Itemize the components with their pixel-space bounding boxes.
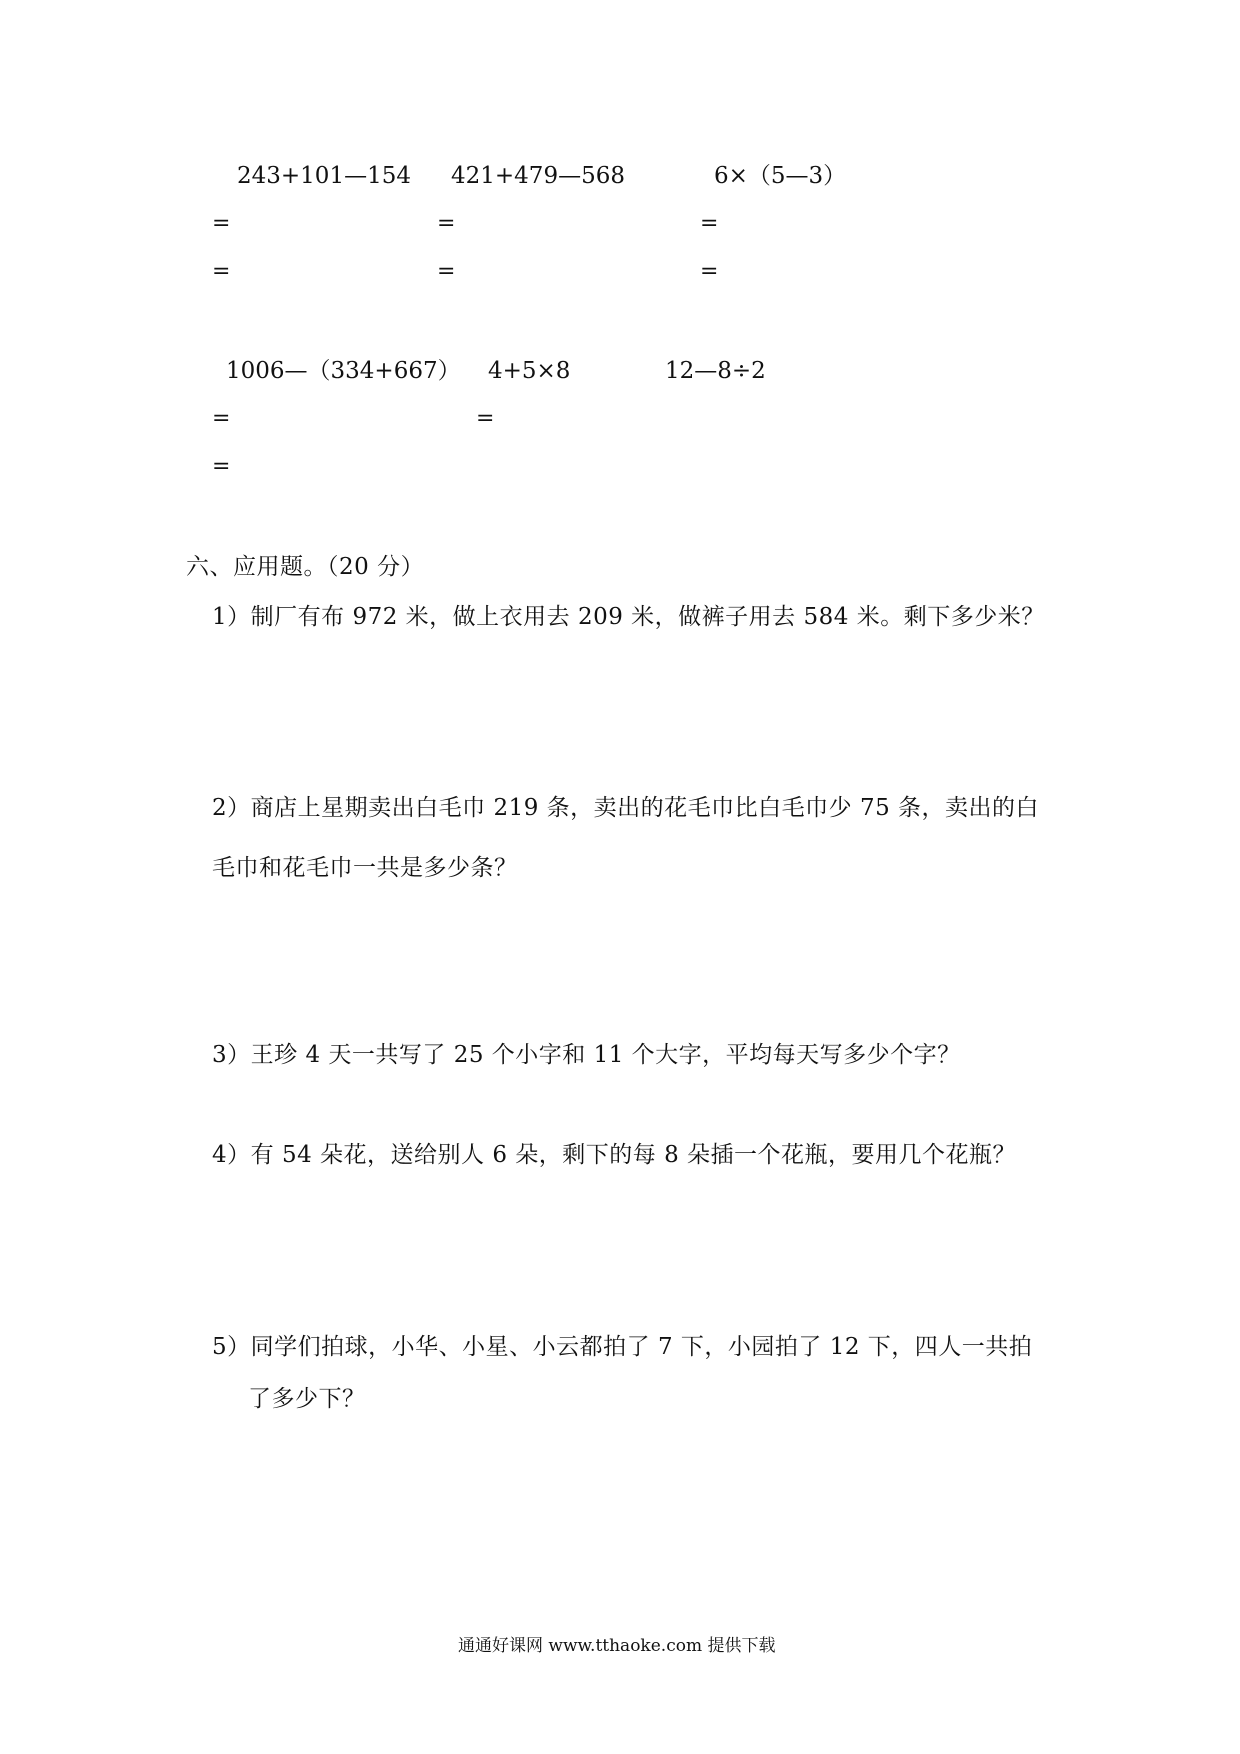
problem-2-line-1: 2）商店上星期卖出白毛巾 219 条，卖出的花毛巾比白毛巾少 75 条，卖出的白 <box>212 795 1040 821</box>
problem-2-line-2: 毛巾和花毛巾一共是多少条？ <box>212 855 518 881</box>
calc-6-expression: 12—8÷2 <box>665 358 766 384</box>
calc-1-equals-line-2: = <box>212 259 231 284</box>
calc-4-equals-line-2: = <box>212 454 231 479</box>
calc-4-equals-line-1: = <box>212 406 231 431</box>
calc-1-expression: 243+101—154 <box>237 163 411 189</box>
calc-2-expression: 421+479—568 <box>451 163 625 189</box>
calc-3-expression: 6×（5—3） <box>714 163 847 189</box>
calc-1-equals-line-1: = <box>212 211 231 236</box>
calc-2-equals-line-1: = <box>437 211 456 236</box>
calc-5-expression: 4+5×8 <box>488 358 571 384</box>
calc-2-equals-line-2: = <box>437 259 456 284</box>
problem-5-line-1: 5）同学们拍球，小华、小星、小云都拍了 7 下，小园拍了 12 下，四人一共拍 <box>212 1334 1033 1360</box>
page-footer: 通通好课网 www.tthaoke.com 提供下载 <box>458 1636 776 1656</box>
section-title: 六、应用题。（20 分） <box>186 554 425 580</box>
calc-5-equals-line-1: = <box>476 406 495 431</box>
problem-1-line-1: 1）制厂有布 972 米，做上衣用去 209 米，做裤子用去 584 米。剩下多少米？ <box>212 604 1045 630</box>
problem-4-line-1: 4）有 54 朵花，送给别人 6 朵，剩下的每 8 朵插一个花瓶，要用几个花瓶？ <box>212 1142 1017 1168</box>
calc-3-equals-line-2: = <box>700 259 719 284</box>
calc-4-expression: 1006—（334+667） <box>226 358 461 384</box>
problem-5-line-2: 了多少下？ <box>248 1386 366 1412</box>
calc-3-equals-line-1: = <box>700 211 719 236</box>
problem-3-line-1: 3）王珍 4 天一共写了 25 个小字和 11 个大字，平均每天写多少个字？ <box>212 1042 961 1068</box>
